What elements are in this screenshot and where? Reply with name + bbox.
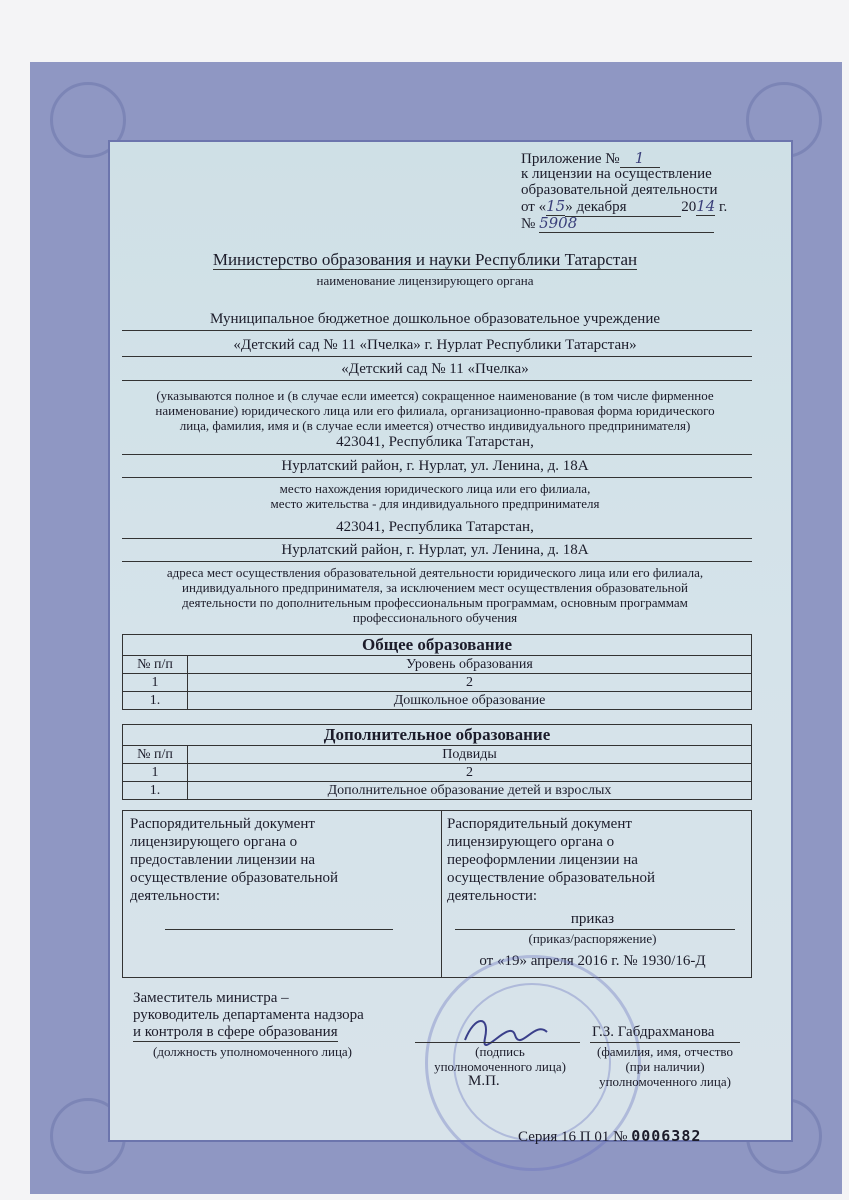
series-label: Серия	[518, 1129, 558, 1145]
org-caption-line3: лица, фамилия, имя и (в случае если имеется) отчество индивидуального предпринимателя)	[179, 418, 691, 433]
series-row	[518, 1127, 701, 1146]
authority-caption: наименование лицензирующего органа	[316, 273, 534, 288]
authority-name-wrap	[120, 250, 730, 270]
general-education-table	[122, 634, 752, 710]
documents-divider	[441, 811, 442, 977]
signatory-name: Г.З. Габдрахманова	[592, 1024, 715, 1040]
date-prefix: от «	[521, 199, 547, 215]
activity-rule1	[122, 538, 752, 539]
sign-caption-line1: (подпись	[475, 1044, 525, 1059]
additional-col-number: № п/п	[123, 746, 188, 764]
reissue-doc-type: приказ	[570, 911, 615, 927]
location-caption-line2: место жительства - для индивидуального предпринимателя	[270, 496, 600, 511]
additional-col-subtype: Подвиды	[188, 746, 752, 764]
date-year-prefix: 20	[681, 199, 697, 215]
general-col-number: № п/п	[123, 656, 188, 674]
reissue-line4: осуществление образовательной	[447, 870, 655, 886]
general-col-level: Уровень образования	[188, 656, 752, 674]
location-caption-line1: место нахождения юридического лица или его филиала,	[279, 481, 591, 496]
date-month: » декабря	[565, 199, 681, 217]
appendix-number: 1	[620, 149, 660, 168]
signatory-position	[133, 990, 364, 1042]
name-caption-line1: (фамилия, имя, отчество	[597, 1044, 733, 1059]
activity-address-line2: Нурлатский район, г. Нурлат, ул. Ленина, д. 18А	[281, 542, 589, 558]
org-name-line1: Муниципальное бюджетное дошкольное образовательное учреждение	[210, 311, 660, 327]
grant-line1: Распорядительный документ	[130, 816, 315, 832]
general-education-title: Общее образование	[123, 635, 752, 656]
sign-caption-line2: уполномоченного лица)	[434, 1059, 566, 1074]
reissue-doc-ref: от «19» апреля 2016 г. № 1930/16-Д	[479, 953, 706, 969]
general-numrow-2: 2	[188, 674, 752, 692]
additional-education-title: Дополнительное образование	[123, 725, 752, 746]
grant-line4: осуществление образовательной	[130, 870, 338, 886]
reissue-document	[447, 815, 655, 905]
name-caption-line3: уполномоченного лица)	[599, 1074, 731, 1089]
signature-line	[415, 1042, 580, 1043]
org-name-line2: «Детский сад № 11 «Пчелка» г. Нурлат Республики Татарстан»	[233, 337, 637, 353]
grant-line2: лицензирующего органа о	[130, 834, 298, 850]
org-line1-rule	[122, 330, 752, 331]
grant-line5: деятельности:	[130, 888, 221, 904]
location-rule1	[122, 454, 752, 455]
location-rule2	[122, 477, 752, 478]
position-line3: и контроля в сфере образования	[133, 1024, 338, 1040]
license-number-row	[521, 214, 714, 233]
date-year: 14	[696, 197, 716, 215]
appendix-title: Приложение №	[521, 151, 620, 167]
position-line1: Заместитель министра –	[133, 990, 289, 1006]
reissue-doc-caption: (приказ/распоряжение)	[528, 931, 657, 946]
additional-row-subtype: Дополнительное образование детей и взрослых	[188, 782, 752, 800]
general-row-level: Дошкольное образование	[188, 692, 752, 710]
appendix-line2: к лицензии на осуществление	[521, 166, 712, 182]
activity-caption-line1: адреса мест осуществления образовательной деятельности юридического лица или его филиала,	[166, 565, 704, 580]
authority-name: Министерство образования и науки Республики Татарстан	[212, 250, 638, 269]
position-caption: (должность уполномоченного лица)	[153, 1044, 353, 1059]
location-line1: 423041, Республика Татарстан,	[336, 434, 534, 450]
reissue-line5: деятельности:	[447, 888, 538, 904]
org-line2-rule	[122, 356, 752, 357]
stamp-place-label: М.П.	[468, 1073, 500, 1089]
series-value: 16 П 01	[561, 1129, 610, 1145]
appendix-line3: образовательной деятельности	[521, 182, 718, 198]
series-number: 0006382	[631, 1127, 702, 1145]
no-label: №	[521, 216, 536, 232]
reissue-line3: переоформлении лицензии на	[447, 852, 638, 868]
date-suffix: г.	[719, 199, 728, 215]
reissue-line2: лицензирующего органа о	[447, 834, 615, 850]
org-short-name: «Детский сад № 11 «Пчелка»	[341, 361, 529, 377]
name-caption	[575, 1044, 755, 1089]
location-line2: Нурлатский район, г. Нурлат, ул. Ленина, д. 18А	[281, 458, 589, 474]
series-no-label: №	[613, 1129, 628, 1145]
activity-rule2	[122, 561, 752, 562]
table-row	[123, 692, 752, 710]
table-row	[123, 782, 752, 800]
grant-blank-line	[165, 929, 393, 930]
grant-document	[130, 815, 338, 905]
license-number: 5908	[539, 214, 714, 233]
org-caption-line1: (указываются полное и (в случае если имеется) сокращенное наименование (в том числе фирменное	[156, 388, 714, 403]
additional-numrow-1: 1	[123, 764, 188, 782]
reissue-line1: Распорядительный документ	[447, 816, 632, 832]
general-numrow-1: 1	[123, 674, 188, 692]
activity-address-line1: 423041, Республика Татарстан,	[336, 519, 534, 535]
name-caption-line2: (при наличии)	[625, 1059, 705, 1074]
additional-row-number: 1.	[123, 782, 188, 800]
signature-caption	[410, 1044, 590, 1074]
org-line3-rule	[122, 380, 752, 381]
activity-caption-line2: индивидуального предпринимателя, за исключением мест осуществления образовательной	[182, 580, 688, 595]
reissue-doc-line	[455, 929, 735, 930]
additional-education-table	[122, 724, 752, 800]
grant-line3: предоставлении лицензии на	[130, 852, 316, 868]
position-line2: руководитель департамента надзора	[133, 1007, 364, 1023]
date-day: 15	[546, 197, 566, 215]
activity-caption-line3: деятельности по дополнительным профессиональным программам, основным программам	[182, 595, 688, 610]
name-line	[590, 1042, 740, 1043]
activity-caption-line4: профессионального обучения	[352, 610, 518, 625]
org-caption-line2: наименование) юридического лица или его филиала, организационно-правовая форма юридического	[155, 403, 715, 418]
general-row-number: 1.	[123, 692, 188, 710]
additional-numrow-2: 2	[188, 764, 752, 782]
